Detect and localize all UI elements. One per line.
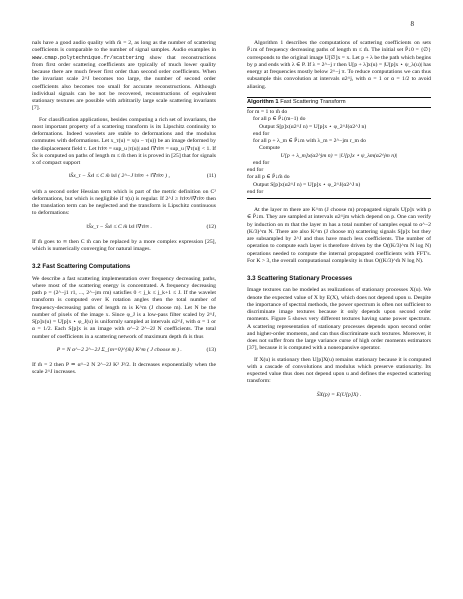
paragraph: nals have a good audio quality with m̄ = 2, as long as the number of scattering coefficients is comparable to the number of signal samples. Audio examples in www.cmap.polytechnique.fr/scattering show that reconstructions from first order scattering coefficients are typically of much lower quality because there are much fewer first order than second order coefficients. When the invariant scale 2^J becomes too large, the number of second order coefficients also becomes too small for accurate reconstructions. Although individual signals can be not be recovered, reconstructions of equivalent stationary textures are possible with arbitrarily large scale scattering invariants [7]. <box>32 40 216 112</box>
paragraph: Image textures can be modeled as realizations of stationary processes X(u). We denote the expected value of X by E(X), which does not depend upon u. Despite the importance of spectral methods, the power spectrum is often not sufficient to discriminate image textures because it only depends upon second order moments. Figure 5 shows very different textures having same power spectrum. A scattering representation of stationary processes depends upon second order and higher-order moments, and can thus discriminate such textures. Moreover, it does not suffer from the large variance curse of high order moments estimators [37], because it is computed with a nonexpansive operator. <box>247 287 431 352</box>
algorithm-caption: Algorithm 1 Fast Scattering Transform <box>247 98 431 108</box>
scattering-url[interactable]: www.cmap.polytechnique.fr/scattering <box>32 54 145 61</box>
algorithm-line: Output S[p]x(α2^J n) = U[p]x ⋆ φ_2^J(α2^J n) <box>259 123 367 130</box>
algorithm-line: for all p ∈ P̄↓(m−1) do <box>253 116 306 123</box>
algorithm-line: end for <box>253 159 270 166</box>
paragraph: For classification applications, besides computing a rich set of invariants, the most important property of a scattering transform is its Lipschitz continuity to deformations. Indeed wavelets are stable to deformations and the modulus commutes with deformations. Let x_τ(u) = x(u − τ(u)) be an image deformed by the displacement field τ. Let ‖τ‖∞ = sup_u |τ(u)| and ‖∇τ‖∞ = sup_u |∇τ(u)| < 1. If S̄x is computed on paths of length m ≤ m̄ then it is proved in [25] that for signals x of compact support <box>32 116 216 166</box>
algorithm-line: end for <box>253 130 270 137</box>
equation-expression: ‖S̄x_τ − S̄x‖ ≤ C m̄ ‖x‖ ( 2^−J ‖τ‖∞ + ‖∇τ‖∞ ) , <box>68 173 170 180</box>
algorithm-line: end for <box>247 167 264 173</box>
algorithm-line: Compute <box>259 145 280 152</box>
equation-11 <box>32 173 216 180</box>
paragraph: We describe a fast scattering implementation over frequency decreasing paths, where most of the scattering energy is concentrated. A frequency decreasing path p = (2^−j1 r1, ..., 2^−jm rm) satisfies 0 < j_k ≤ j_k+1 ≤ J. If the wavelet transform is computed over K rotation angles then the total number of frequency-decreasing paths of length m is K^m (J choose m). Let N be the number of pixels of the image x. Since φ_J is a low-pass filter scaled by 2^J, S[p]x(u) = U[p]x ⋆ φ_J(u) is uniformly sampled at intervals α2^J, with α = 1 or α = 1/2. Each S[p]x is an image with α^−2 2^−2J N coefficients. The total number of coefficients in a scattering network of maximum depth m̄ is thus <box>32 275 216 340</box>
equation-12 <box>32 224 216 231</box>
equation-expression: ‖S̄x_τ − S̄x‖ ≤ C m̄ ‖x‖ ‖∇τ‖∞ . <box>86 223 152 230</box>
right-column <box>247 40 431 407</box>
paragraph: If m̄ = 2 then P ≃ α^−2 N 2^−2J K² J²/2. It decreases exponentially when the scale 2^J increases. <box>32 362 216 376</box>
equation-number: (11) <box>206 173 216 180</box>
algorithm-line: Output S[p]x(α2^J n) = U[p]x ⋆ φ_2^J(α2^J n) <box>253 181 361 188</box>
paragraph: Algorithm 1 describes the computations of scattering coefficients on sets P̄↓m of frequency decreasing paths of length m ≤ m̄. The initial set P̄↓0 = {∅} corresponds to the original image U[∅]x = x. Let p + λ be the path which begins by p and ends with λ ∈ P. If λ = 2^−j r then U[p + λ]x(u) = |U[p]x ⋆ ψ_λ(u)| has energy at frequencies mostly below 2^−j π. To reduce computations we can thus subsample this convolution at intervals α2^j, with α = 1 or α = 1/2 to avoid aliasing. <box>247 40 431 90</box>
section-heading: 3.2 Fast Scattering Computations <box>32 263 131 271</box>
equation-expected-scattering <box>247 392 431 399</box>
equation-expression: S̄X(p) = E(U[p]X) . <box>316 391 362 398</box>
algorithm-box <box>247 97 431 199</box>
equation-number: (13) <box>206 346 216 353</box>
algorithm-line: end for <box>247 188 264 195</box>
equation-13 <box>32 347 216 354</box>
paragraph: If X(u) is stationary then U[p]X(u) remains stationary because it is computed with a cascade of convolutions and modulus which preserve stationarity. Its expected value thus does not depend upon u and defines the expected scattering transform: <box>247 356 431 385</box>
algorithm-line: for all p + λ_m ∈ P̄↓m with λ_m = 2^−jm r_m do <box>253 138 367 144</box>
paragraph: At the layer m there are K^m (J choose m) propagated signals U[p]x with p ∈ P̄↓m. They are sampled at intervals α2^jm which depend on p. One can verify by induction on m that the layer m has a total number of samples equal to α^−2 (K/3)^m N. There are also K^m (J choose m) scattering signals S[p]x but they are subsampled by 2^J and thus have much less coefficients. The number of operation to compute each layer is therefore driven by the O((K/3)^m N log N) operations needed to compute the internal propagated coefficients with FFT's. For K > 3, the overall computational complexity is thus O((K/3)^m̄ N log N). <box>247 207 431 264</box>
page-number: 8 <box>410 20 414 28</box>
algorithm-line: U[p + λ_m]x(α2^jm n) = |U[p]x ⋆ ψ_λm(α2^jm n)| <box>280 152 398 159</box>
equation-expression: P = N α^−2 2^−2J Σ_{m=0}^{m̄} K^m ( J choose m ) . <box>56 346 182 353</box>
algorithm-line: for all p ∈ P̄↓m̄ do <box>247 174 290 181</box>
equation-number: (12) <box>206 223 216 230</box>
section-heading: 3.3 Scattering Stationary Processes <box>247 275 353 282</box>
paragraph: with a second order Hessian term which is part of the metric definition on C² deformations, but which is negligible if τ(u) is regular. If 2^J ≥ ‖τ‖∞/‖∇τ‖∞ then the translation term can be neglected and the transform is Lipschitz continuous to deformations: <box>32 188 216 217</box>
left-column <box>32 40 216 381</box>
paragraph: If m̄ goes to ∞ then C m̄ can be replaced by a more complex expression [25], which is numerically converging for natural images. <box>32 238 216 252</box>
algorithm-line: for m = 1 to m̄ do <box>247 109 288 115</box>
